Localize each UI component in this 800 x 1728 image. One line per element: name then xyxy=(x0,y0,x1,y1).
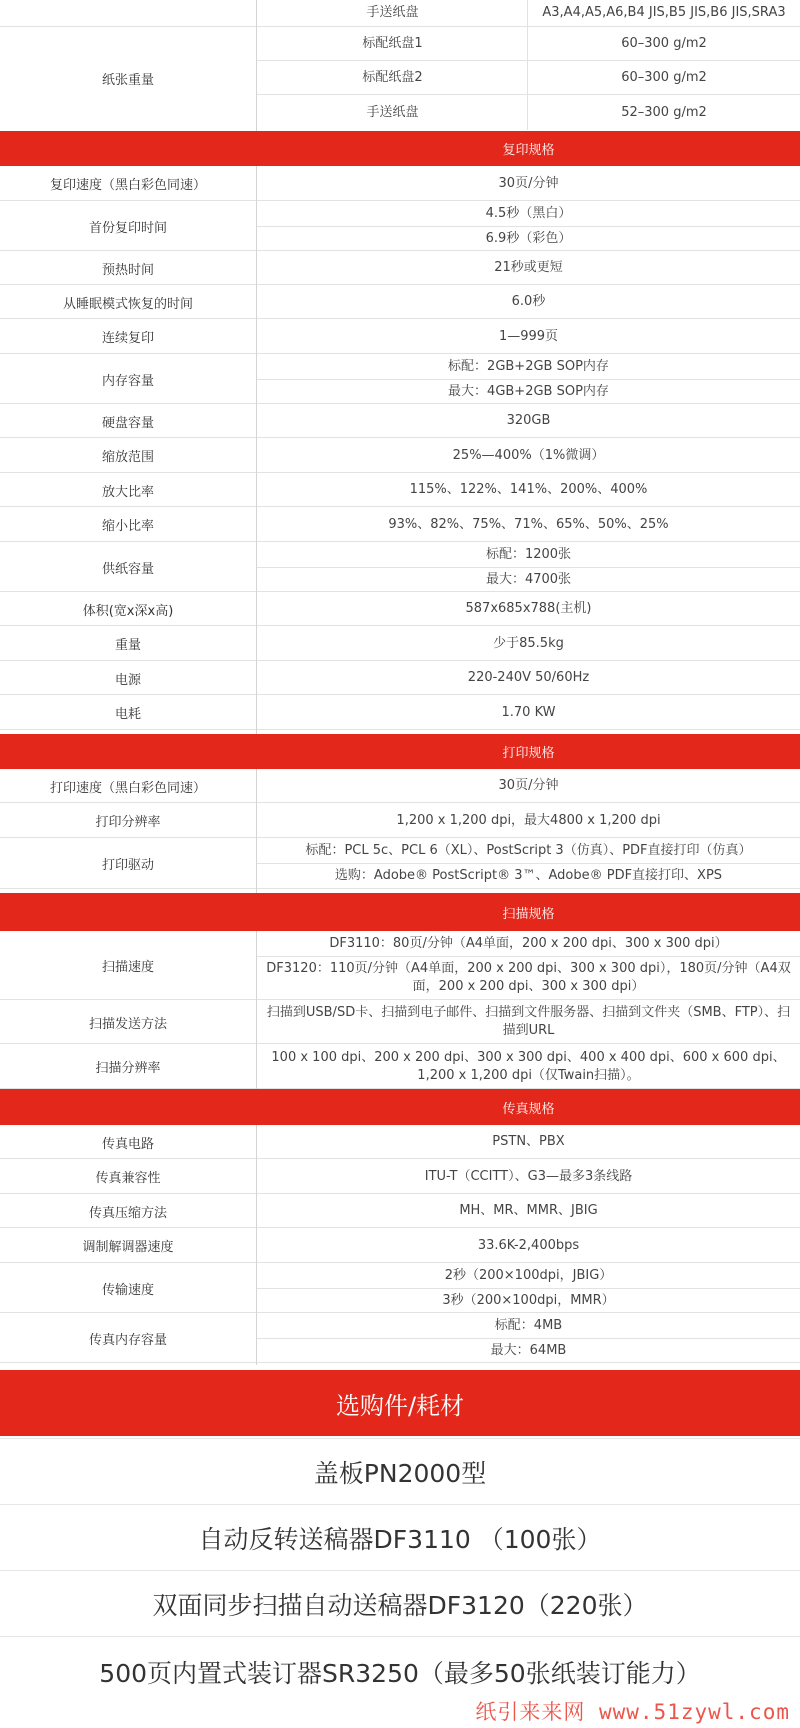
row-value: 标配：1200张 xyxy=(485,546,572,562)
tray-name: 标配纸盘2 xyxy=(362,70,423,85)
row-label: 打印速度（黑白彩色同速） xyxy=(49,780,206,796)
accessory-item: 500页内置式装订器SR3250（最多50张纸装订能力） xyxy=(0,1636,800,1706)
row-label: 调制解调器速度 xyxy=(82,1240,174,1255)
row-value: 30页/分钟 xyxy=(498,175,559,191)
row-label: 体积(宽x深x高) xyxy=(82,603,174,619)
tray-weight: 52–300 g/m2 xyxy=(621,104,707,120)
print-spec-row xyxy=(0,803,800,838)
copy-spec-row xyxy=(0,695,800,730)
row-value: 选购：Adobe® PostScript® 3™、Adobe® PDF直接打印、XPS xyxy=(334,868,723,883)
row-value: 最大：4GB+2GB SOP内存 xyxy=(448,383,609,399)
section-header-fax xyxy=(0,1089,800,1125)
copy-spec-row xyxy=(0,285,800,319)
row-value: 21秒或更短 xyxy=(494,260,563,275)
row-label: 传真压缩方法 xyxy=(88,1205,167,1221)
copy-spec-row xyxy=(0,592,800,626)
row-value: 标配：2GB+2GB SOP内存 xyxy=(448,358,609,374)
row-label: 扫描速度 xyxy=(101,960,154,975)
row-label: 传真内存容量 xyxy=(88,1332,167,1348)
row-value: 115%、122%、141%、200%、400% xyxy=(409,482,648,497)
section-header-print xyxy=(0,734,800,769)
row-manual-tray-sizes xyxy=(0,0,800,26)
row-label: 传真兼容性 xyxy=(95,1171,161,1186)
accessory-item: 盖板PN2000型 xyxy=(0,1438,800,1504)
row-value: 最大：64MB xyxy=(490,1342,567,1358)
section-title: 传真规格 xyxy=(502,1101,555,1117)
row-value: 100 x 100 dpi、200 x 200 dpi、300 x 300 dpi、400 x 400 dpi、600 x 600 dpi、1,200 x 1,200 dpi（仅Twain扫描）。 xyxy=(271,1049,786,1083)
row-label: 缩放范围 xyxy=(101,450,154,465)
copy-spec-row xyxy=(0,319,800,354)
row-value: 3秒（200×100dpi，MMR） xyxy=(442,1292,615,1308)
row-label: 连续复印 xyxy=(101,331,154,346)
copy-spec-row xyxy=(0,354,800,404)
row-label: 内存容量 xyxy=(101,373,154,389)
row-value: DF3110：80页/分钟（A4单面，200 x 200 dpi、300 x 300 dpi） xyxy=(329,935,728,951)
row-label: 电耗 xyxy=(114,707,141,722)
row-label: 扫描发送方法 xyxy=(88,1016,167,1032)
scan-spec-row xyxy=(0,1000,800,1044)
row-value: 标配：PCL 5c、PCL 6（XL）、PostScript 3（仿真）、PDF直接打印（仿真） xyxy=(305,842,752,858)
tray-name: 手送纸盘 xyxy=(366,5,419,20)
row-paper-weight xyxy=(0,27,800,130)
copy-spec-row xyxy=(0,473,800,507)
row-label: 复印速度（黑白彩色同速） xyxy=(49,178,206,193)
row-value: 标配：4MB xyxy=(494,1317,563,1333)
watermark: 纸引来来网 www.51zywl.com xyxy=(475,1700,790,1724)
row-label: 打印驱动 xyxy=(101,858,154,873)
fax-spec-row xyxy=(0,1194,800,1228)
row-value: ITU-T（CCITT）、G3—最多3条线路 xyxy=(424,1168,633,1184)
row-value: 最大：4700张 xyxy=(485,571,572,587)
fax-spec-row xyxy=(0,1313,800,1363)
section-title: 扫描规格 xyxy=(502,906,555,922)
copy-spec-row xyxy=(0,201,800,251)
tray-name: 手送纸盘 xyxy=(366,104,419,120)
copy-spec-row xyxy=(0,438,800,473)
fax-spec-row xyxy=(0,1159,800,1194)
accessory-item: 自动反转送稿器DF3110 （100张） xyxy=(0,1504,800,1570)
print-spec-row xyxy=(0,838,800,889)
row-label: 硬盘容量 xyxy=(101,415,154,431)
row-value: 少于85.5kg xyxy=(493,635,564,651)
row-value: 30页/分钟 xyxy=(498,778,559,793)
row-value: 1.70 KW xyxy=(501,704,556,720)
tray-weight: 60–300 g/m2 xyxy=(621,36,707,51)
row-value: MH、MR、MMR、JBIG xyxy=(459,1203,598,1218)
copy-spec-row xyxy=(0,166,800,201)
copy-spec-row xyxy=(0,404,800,438)
row-value: 1,200 x 1,200 dpi，最大4800 x 1,200 dpi xyxy=(396,812,661,828)
row-value: 扫描到USB/SD卡、扫描到电子邮件、扫描到文件服务器、扫描到文件夹（SMB、FTP）、扫描到URL xyxy=(266,1005,791,1038)
tray-name: 标配纸盘1 xyxy=(362,36,423,51)
fax-spec-row xyxy=(0,1263,800,1313)
section-header-copy xyxy=(0,131,800,166)
row-value: DF3120：110页/分钟（A4单面，200 x 200 dpi、300 x 300 dpi），180页/分钟（A4双面，200 x 200 dpi、300 x 300 dpi） xyxy=(266,961,791,994)
accessory-item: 双面同步扫描自动送稿器DF3120（220张） xyxy=(0,1570,800,1636)
scan-spec-row xyxy=(0,931,800,1000)
row-value: 1—999页 xyxy=(498,328,559,344)
row-label: 预热时间 xyxy=(101,262,154,278)
row-label: 电源 xyxy=(114,672,141,688)
copy-spec-row xyxy=(0,507,800,542)
row-value: 33.6K-2,400bps xyxy=(477,1237,580,1253)
accessories-title: 选购件/耗材 xyxy=(0,1370,800,1436)
scan-spec-row xyxy=(0,1044,800,1089)
row-value: 93%、82%、75%、71%、65%、50%、25% xyxy=(388,516,669,532)
row-value: 25%—400%（1%微调） xyxy=(452,447,605,463)
row-value: 4.5秒（黑白） xyxy=(485,205,572,221)
row-value: 6.9秒（彩色） xyxy=(485,230,572,246)
row-value: 320GB xyxy=(506,413,551,428)
fax-spec-row xyxy=(0,1228,800,1263)
row-label: 缩小比率 xyxy=(101,519,154,534)
row-label: 首份复印时间 xyxy=(88,220,167,236)
row-label: 供纸容量 xyxy=(101,561,154,577)
row-label: 传输速度 xyxy=(101,1282,154,1298)
section-header-scan xyxy=(0,893,800,931)
row-label: 重量 xyxy=(114,638,141,653)
tray-sizes: A3,A4,A5,A6,B4 JIS,B5 JIS,B6 JIS,SRA3 xyxy=(542,5,786,20)
copy-spec-row xyxy=(0,542,800,592)
row-label: 纸张重量 xyxy=(101,73,154,88)
row-label: 扫描分辨率 xyxy=(95,1061,161,1076)
copy-spec-row xyxy=(0,626,800,661)
row-label: 打印分辨率 xyxy=(95,815,161,830)
row-value: 2秒（200×100dpi，JBIG） xyxy=(444,1267,613,1283)
copy-spec-row xyxy=(0,661,800,695)
copy-spec-row xyxy=(0,251,800,285)
row-label: 从睡眠模式恢复的时间 xyxy=(62,296,193,312)
fax-spec-row xyxy=(0,1125,800,1159)
section-title: 打印规格 xyxy=(502,746,555,761)
section-title: 复印规格 xyxy=(502,143,555,158)
row-value: 587x685x788(主机) xyxy=(465,601,592,616)
row-value: 220-240V 50/60Hz xyxy=(467,670,590,685)
tray-weight: 60–300 g/m2 xyxy=(621,70,707,85)
print-spec-row xyxy=(0,769,800,803)
row-label: 传真电路 xyxy=(101,1136,154,1152)
row-label: 放大比率 xyxy=(101,484,154,500)
row-value: PSTN、PBX xyxy=(492,1134,565,1149)
row-value: 6.0秒 xyxy=(511,294,546,309)
